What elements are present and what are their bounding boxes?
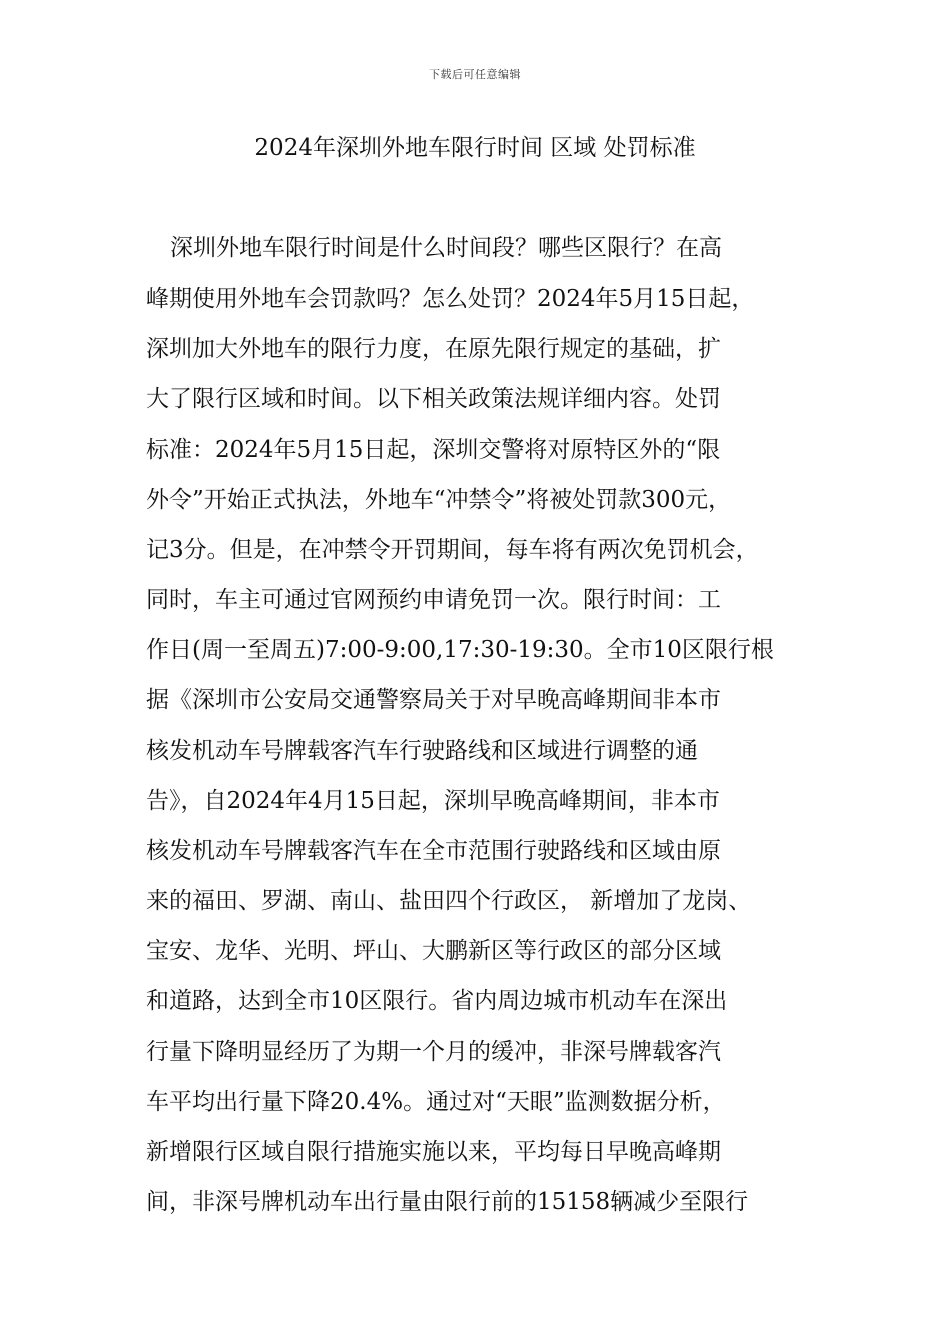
body-line: 深圳外地车限行时间是什么时间段？哪些区限行？在高 [170, 235, 722, 261]
body-line: 行量下降明显经历了为期一个月的缓冲，非深号牌载客汽 [146, 1039, 721, 1065]
body-line: 记3分。但是，在冲禁令开罚期间，每车将有两次免罚机会， [146, 537, 759, 563]
body-line: 深圳加大外地车的限行力度，在原先限行规定的基础，扩 [146, 336, 721, 362]
body-line: 外令”开始正式执法，外地车“冲禁令”将被处罚款300元， [146, 487, 732, 513]
body-line: 新增限行区域自限行措施实施以来，平均每日早晚高峰期 [146, 1139, 721, 1165]
body-line: 峰期使用外地车会罚款吗？怎么处罚？2024年5月15日起， [146, 286, 755, 312]
body-line: 核发机动车号牌载客汽车行驶路线和区域进行调整的通 [146, 738, 698, 764]
body-line: 和道路，达到全市10区限行。省内周边城市机动车在深出 [146, 988, 728, 1014]
page-header: 下载后可任意编辑 [429, 68, 521, 81]
body-line: 大了限行区域和时间。以下相关政策法规详细内容。处罚 [146, 386, 721, 412]
body-line: 告》，自2024年4月15日起，深圳早晚高峰期间，非本市 [146, 788, 720, 814]
body-line: 来的福田、罗湖、南山、盐田四个行政区， 新增加了龙岗、 [146, 888, 752, 914]
body-line: 间，非深号牌机动车出行量由限行前的15158辆减少至限行 [146, 1189, 749, 1215]
body-line: 宝安、龙华、光明、坪山、大鹏新区等行政区的部分区域 [146, 938, 721, 964]
body-line: 据《深圳市公安局交通警察局关于对早晚高峰期间非本市 [146, 687, 721, 713]
body-line: 核发机动车号牌载客汽车在全市范围行驶路线和区域由原 [146, 838, 721, 864]
document-title: 2024年深圳外地车限行时间 区域 处罚标准 [254, 135, 696, 161]
body-line: 车平均出行量下降20.4%。通过对“天眼”监测数据分析， [146, 1089, 726, 1115]
body-line: 标准：2024年5月15日起，深圳交警将对原特区外的“限 [146, 437, 721, 463]
body-line: 同时，车主可通过官网预约申请免罚一次。限行时间：工 [146, 587, 721, 613]
body-line: 作日(周一至周五)7:00-9:00,17:30-19:30。全市10区限行根 [146, 637, 774, 663]
